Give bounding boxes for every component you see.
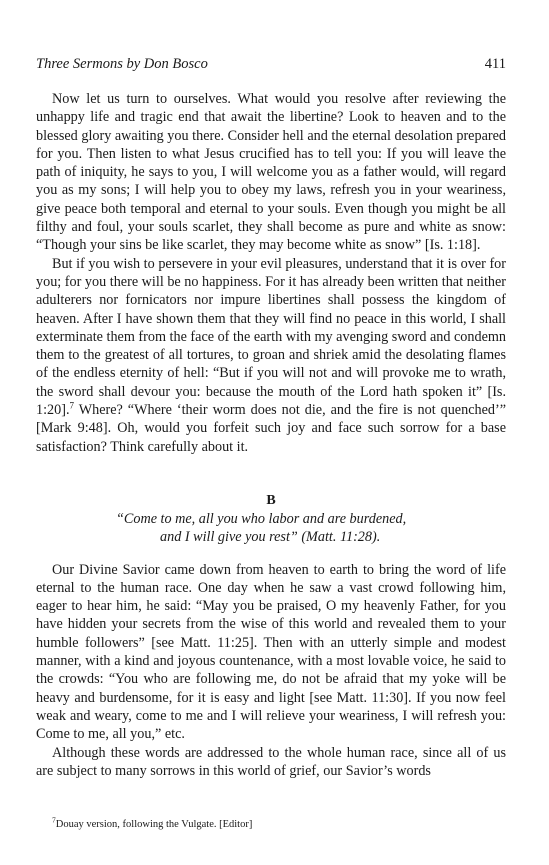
epigraph — [36, 510, 506, 547]
paragraph: Although these words are addressed to the whole human race, since all of us are subject to many sorrows in this world of grief, our Savior’s words — [36, 744, 506, 779]
epigraph-line: and I will give you rest” (Matt. 11:28). — [160, 529, 381, 546]
footnote-reference: 7 — [69, 400, 74, 411]
paragraph-text: Where? “Where ‘their worm does not die, and the fire is not quenched’” [Mark 9:48]. Oh, would you forfeit such joy and face such sorrow for a base satisfaction? Think carefully about it. — [36, 402, 506, 455]
paragraph — [36, 255, 506, 456]
footnote-text: Douay version, following the Vulgate. [Editor] — [55, 819, 253, 830]
footnote-mark: 7 — [52, 815, 56, 825]
section-b-text — [36, 561, 506, 781]
section-heading: B — [266, 492, 276, 508]
page-number: 411 — [484, 56, 506, 72]
epigraph-line: “Come to me, all you who labor and are burdened, — [116, 510, 407, 527]
paragraph: Now let us turn to ourselves. What would you resolve after reviewing the unhappy life and tragic end that await the libertine? Look to heaven and to the blessed glory awaiting you there. Consider hell and the eternal desolation prepared for you. Then listen to what Jesus crucified has to tell you: If you will leave the path of iniquity, he says to you, I will welcome you as a father would, will regard you as my sons; I will help you to obey my laws, refresh you in your weariness, give peace both temporal and eternal to your souls. Even though you might be all filthy and foul, your souls scarlet, they shall become as pure and white as snow: “Though your sins be like scarlet, they may become white as snow” [Is. 1:18]. — [36, 91, 506, 254]
running-title: Three Sermons by Don Bosco — [36, 56, 208, 72]
paragraph-text: But if you wish to persevere in your evil pleasures, understand that it is over for you; for you there will be no happiness. For it has already been written that neither adulterers nor fornicators nor impure libertines shall possess the kingdom of heaven. After I have shown them that they will find no peace in this world, I shall exterminate them from the face of the earth with my avenging sword and condemn them to the greatest of all tortures, to groan and shriek amid the desolating flames of the endless eternity of hell: “But if you will not and will provoke me to wrath, the sword shall devour you: because the mouth of the Lord hath spoken it” [Is. 1:20]. — [36, 255, 506, 419]
paragraph: Our Divine Savior came down from heaven to earth to bring the word of life eternal to the human race. One day when he saw a vast crowd following him, eager to hear him, he said: “May you be praised, O my heavenly Father, for you have hidden your secrets from the wise of this world and revealed them to your humble followers” [see Matt. 11:25]. Then with an utterly simple and modest manner, with a kind and joyous countenance, with a most lovable voice, he said to the crowds: “You who are following me, do not be afraid that my yoke will be heavy and burdensome, for it is easy and light [see Matt. 11:30]. If you now feel weak and weary, come to me and I will relieve your weariness, I will refresh you: Come to me, all you,” etc. — [36, 561, 506, 743]
section-a-text — [36, 90, 506, 456]
footnote — [36, 815, 253, 832]
book-page — [36, 56, 506, 780]
running-header — [36, 56, 506, 78]
